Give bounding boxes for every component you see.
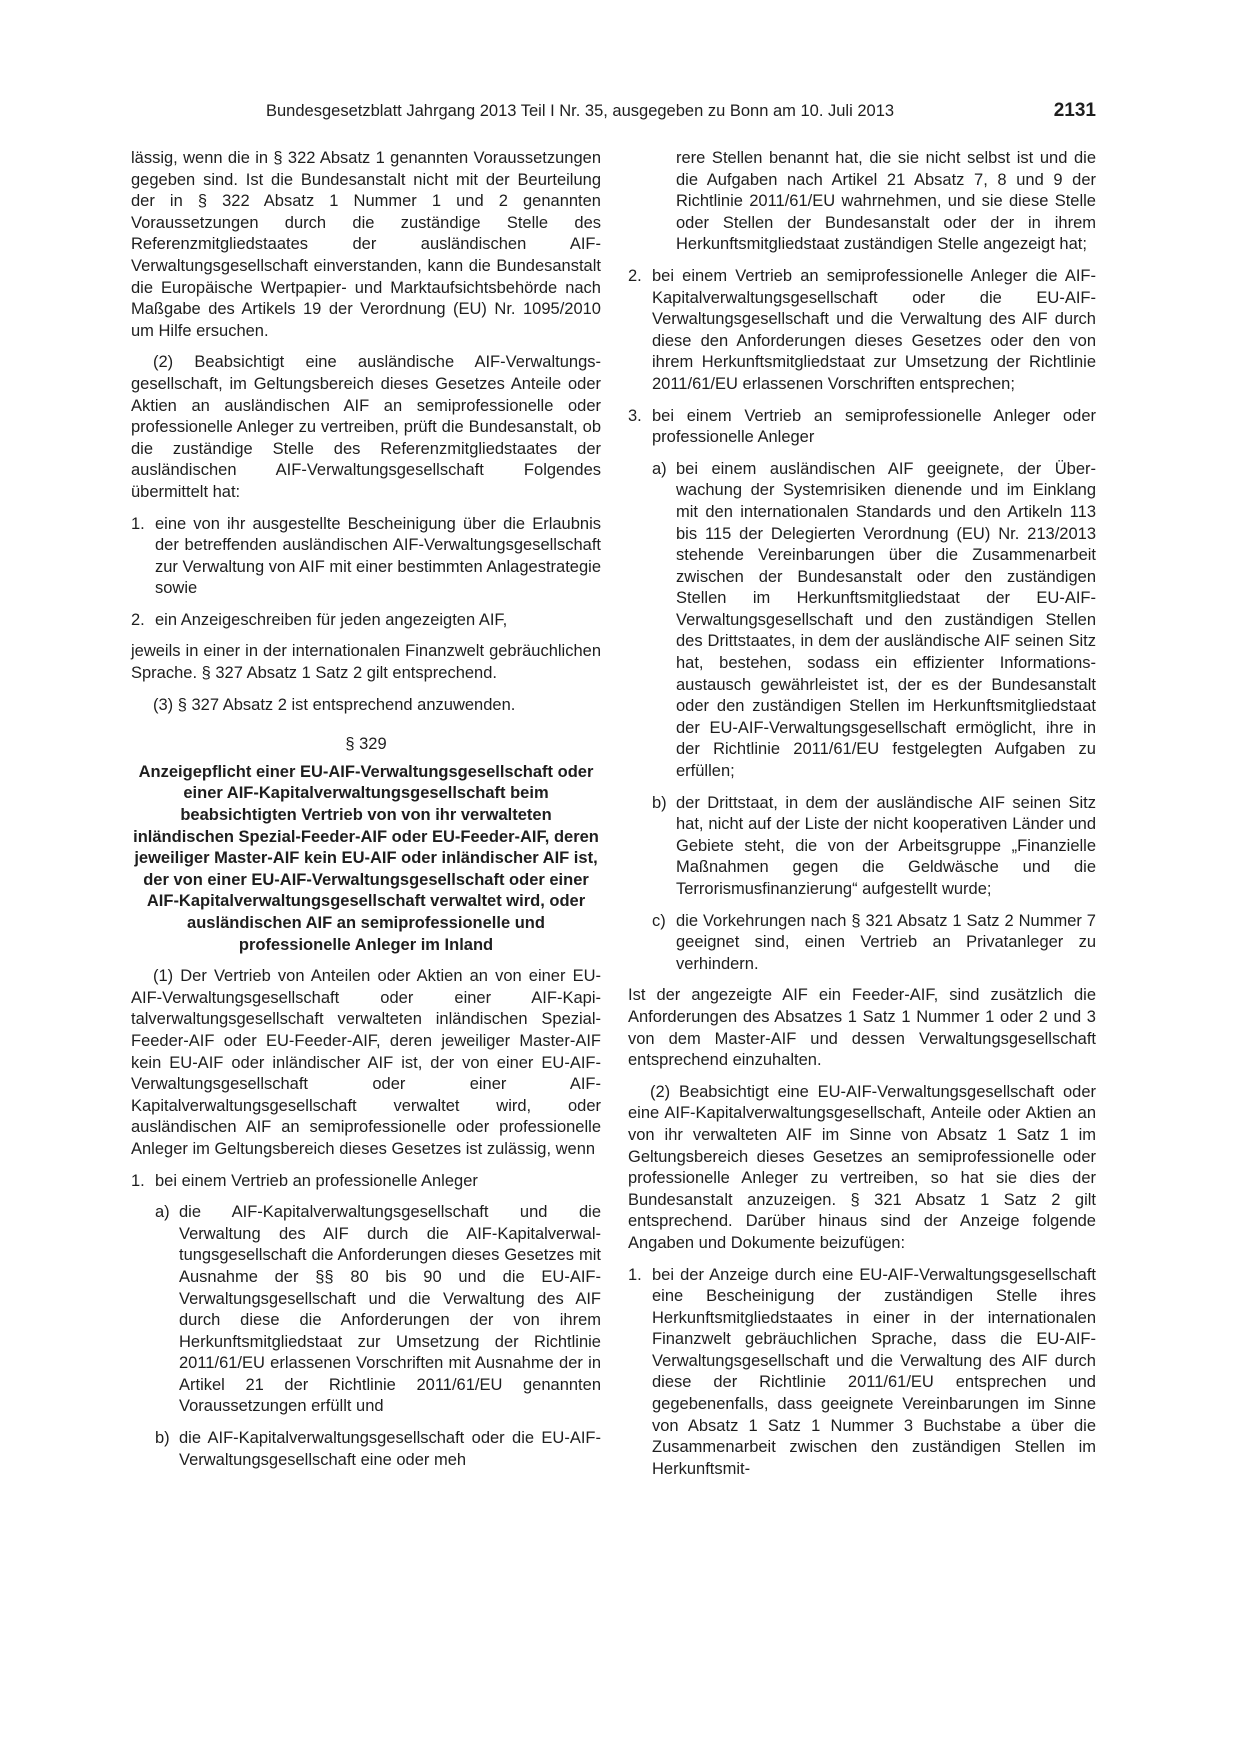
list-number: 3. [628, 406, 642, 425]
list-text: bei einem Vertrieb an semiprofessionelle Anleger oder professionelle Anleger [652, 406, 1096, 447]
list-text: die AIF-Kapitalverwaltungsgesellschaft oder die EU-AIF-Verwaltungsgesellschaft eine oder meh [179, 1429, 601, 1469]
sub-list-item [155, 1428, 601, 1471]
list-text: bei einem Vertrieb an semiprofessionelle Anleger die AIF-Kapitalverwaltungsgesellschaft oder die EU-AIF-Verwaltungsgesellschaft und die Verwaltung des AIF durch diese den Anforderungen dieses Gesetzes oder den von ihrem Herkunftsmitgliedstaat zur Umsetzung der Richtlinie 2011/61/EU erlassenen Vorschriften entsprechen; [652, 266, 1096, 393]
list-text: ein Anzeigeschreiben für jeden angezeigten AIF, [155, 610, 508, 629]
list-text: bei der Anzeige durch eine EU-AIF-Verwaltungsgesellschaft eine Bescheinigung der zuständigen Stelle ihres Herkunftsmitgliedstaates in einer in der internationalen Finanzwelt gebräuchlichen Sprache, dass die EU-AIF-Verwaltungsgesellschaft und die Verwaltung des AIF durch diese der Richtlinie 2011/61/EU entsprechen und gegebenenfalls, dass geeignete Vereinbarungen im Sinne von Absatz 1 Satz 1 Nummer 3 Buchstabe a über die Zusammenarbeit zwischen den zuständigen Stellen im Herkunftsmit- [652, 1265, 1096, 1478]
paragraph-jeweils: jeweils in einer in der internationalen Finanzwelt gebräuchlichen Sprache. § 327 Absatz 1 Satz 2 gilt entsprechend. [131, 642, 601, 683]
sub-list-continuation: rere Stellen benannt hat, die sie nicht selbst ist und die die Aufgaben nach Artikel 21 Absatz 7, 8 und 9 der Richtlinie 2011/61/EU wahrnehmen, und sie diese Stelle oder Stellen der Bundesanstalt oder der in ihrem Herkunftsmitgliedstaat zuständigen Stelle angezeigt hat; [676, 149, 1096, 254]
paragraph-2: (2) Beabsichtigt eine ausländische AIF-Verwaltungsgesellschaft, im Geltungsbereich dieses Gesetzes Anteile oder Aktien an ausländischen AIF an semiprofessionelle oder professionelle Anleger zu vertreiben, prüft die Bundesanstalt, ob die zuständige Stelle des Referenzmitgliedstaates der ausländischen AIF-Verwaltungsgesellschaft Folgendes übermittelt hat: [131, 353, 601, 501]
list-text: der Drittstaat, in dem der ausländische AIF seinen Sitz hat, nicht auf der Liste der nicht kooperativen Länder und Gebiete steht, die von der Arbeitsgruppe „Finanzielle Maßnahmen gegen die Geldwäsche und die Terrorismusfinanzierung“ aufgestellt wurde; [676, 793, 1096, 898]
section-paragraph-1: (1) Der Vertrieb von Anteilen oder Aktien an von einer EU-AIF-Verwaltungsgesellschaft oder einer AIF-Kapitalverwaltungsgesellschaft verwalteten inländischen Spezial-Feeder-AIF oder EU-Feeder-AIF, deren jeweiliger Master-AIF kein EU-AIF oder inländischer AIF ist, der von einer EU-AIF-Verwaltungsgesellschaft oder einer AIF-Kapitalverwaltungsgesellschaft verwaltet wird, oder ausländischen AIF an semiprofessionelle oder professionelle Anleger im Geltungsbereich dieses Gesetzes ist zulässig, wenn [131, 967, 601, 1158]
page-number: 2131 [1053, 100, 1096, 121]
list-letter: c) [652, 911, 666, 930]
list-item [131, 610, 601, 632]
list-text: eine von ihr ausgestellte Bescheinigung über die Erlaubnis der betreffenden ausländischen AIF-Verwaltungsgesellschaft zur Verwaltung von AIF mit einer bestimmten Anlagestrategie sowie [155, 514, 601, 598]
list-text: die Vorkehrungen nach § 321 Absatz 1 Satz 2 Nummer 7 geeignet sind, einen Vertrieb an Privatanleger zu verhindern. [676, 911, 1096, 973]
list-item [131, 1171, 601, 1193]
list-letter: a) [652, 459, 667, 478]
left-column [131, 148, 601, 1481]
list-text: die AIF-Kapitalverwaltungsgesellschaft und die Verwaltung des AIF durch die AIF-Kapitalverwaltungsgesellschaft die Anforderungen dieses Gesetzes mit Ausnahme der §§ 80 bis 90 und die EU-AIF-Verwaltungsgesellschaft und die Verwaltung des AIF durch diese die Anforderungen der von ihrem Herkunftsmitgliedstaat zur Umsetzung der Richtlinie 2011/61/EU erlassenen Vorschriften mit Ausnahme der in Artikel 21 der Richtlinie 2011/61/EU genannten Voraussetzungen erfüllt und [179, 1203, 601, 1416]
right-column [628, 148, 1096, 1490]
list-item [628, 406, 1096, 449]
list-text: bei einem ausländischen AIF geeignete, der Überwachung der Systemrisiken dienende und im Einklang mit den internationalen Standards und den Artikeln 113 bis 115 der Delegierten Verordnung (EU) Nr. 213/2013 stehende Vereinbarungen über die Zusammenarbeit zwischen der Bundesanstalt oder den zuständigen Stellen im Herkunftsmitgliedstaat der EU-AIF-Verwaltungsgesellschaft und den zuständigen Stellen des Drittstaates, in dem der ausländische AIF seinen Sitz hat, bestehen, sodass ein effizienter Informationsaustausch gewährleistet ist, der es der Bundesanstalt oder den zuständigen Stellen im Herkunftsmitgliedstaat der EU-AIF-Verwaltungsgesellschaft ermöglicht, ihre in der Richtlinie 2011/61/EU festgelegten Aufgaben zu erfüllen; [676, 459, 1096, 781]
section-number: § 329 [345, 735, 387, 754]
list-letter: b) [155, 1429, 170, 1448]
list-item [628, 266, 1096, 396]
list-text: bei einem Vertrieb an professionelle Anleger [155, 1171, 478, 1190]
section-title: Anzeigepflicht einer EU-AIF-Verwaltungsgesellschaft oder einer AIF-Kapitalverwaltungsgesellschaft beim beabsichtigten Vertrieb von von ihr verwalteten inländischen Spezial-Feeder-AIF oder EU-Feeder-AIF, deren jeweiliger Master-AIF kein EU-AIF oder inländischer AIF ist, der von einer EU-AIF-Verwaltungsgesellschaft oder einer AIF-Kapitalverwaltungsgesellschaft verwaltet wird, oder ausländischen AIF an semiprofessionelle und professionelle Anleger im Inland [133, 762, 599, 954]
paragraph-feeder: Ist der angezeigte AIF ein Feeder-AIF, sind zusätzlich die Anforderungen des Absatzes 1 Satz 1 Nummer 1 oder 2 und 3 von dem Master-AIF und dessen Verwaltungsgesellschaft entsprechend einzuhalten. [628, 986, 1096, 1070]
list-letter: b) [652, 793, 667, 812]
list-number: 2. [628, 266, 642, 285]
list-number: 1. [628, 1265, 642, 1284]
paragraph-continuation: lässig, wenn die in § 322 Absatz 1 genannten Voraussetzungen gegeben sind. Ist die Bundesanstalt nicht mit der Beurteilung der in § 322 Absatz 1 Nummer 1 und 2 genannten Voraussetzungen durch die zuständige Stelle des Referenzmitgliedstaates der ausländischen AIF-Verwaltungsgesellschaft einverstanden, kann die Bundesanstalt die Europäische Wertpapier- und Marktaufsichtsbehörde nach Maßgabe des Artikels 19 der Verordnung (EU) Nr. 1095/2010 um Hilfe ersuchen. [131, 149, 601, 340]
sub-list-item [652, 793, 1096, 901]
section-paragraph-2: (2) Beabsichtigt eine EU-AIF-Verwaltungsgesellschaft oder eine AIF-Kapitalverwaltungsgesellschaft, Anteile oder Aktien an von ihr verwalteten AIF im Sinne von Absatz 1 Satz 1 im Geltungsbereich dieses Gesetzes an semiprofessionelle oder professionelle Anleger zu vertreiben, so hat sie dies der Bundesanstalt anzuzeigen. § 321 Absatz 1 Satz 2 gilt entsprechend. Darüber hinaus sind der Anzeige folgende Angaben und Dokumente beizufügen: [628, 1082, 1096, 1252]
sub-list-item [652, 911, 1096, 976]
page-header [131, 100, 1096, 128]
list-number: 1. [131, 1171, 145, 1190]
list-item [131, 514, 601, 600]
list-number: 2. [131, 610, 145, 629]
list-number: 1. [131, 514, 145, 533]
paragraph-3: (3) § 327 Absatz 2 ist entsprechend anzuwenden. [153, 695, 516, 714]
list-letter: a) [155, 1203, 170, 1222]
running-title: Bundesgesetzblatt Jahrgang 2013 Teil I Nr. 35, ausgegeben zu Bonn am 10. Juli 2013 [266, 102, 895, 120]
list-item [628, 1265, 1096, 1481]
sub-list-item [155, 1202, 601, 1418]
sub-list-item [652, 459, 1096, 783]
